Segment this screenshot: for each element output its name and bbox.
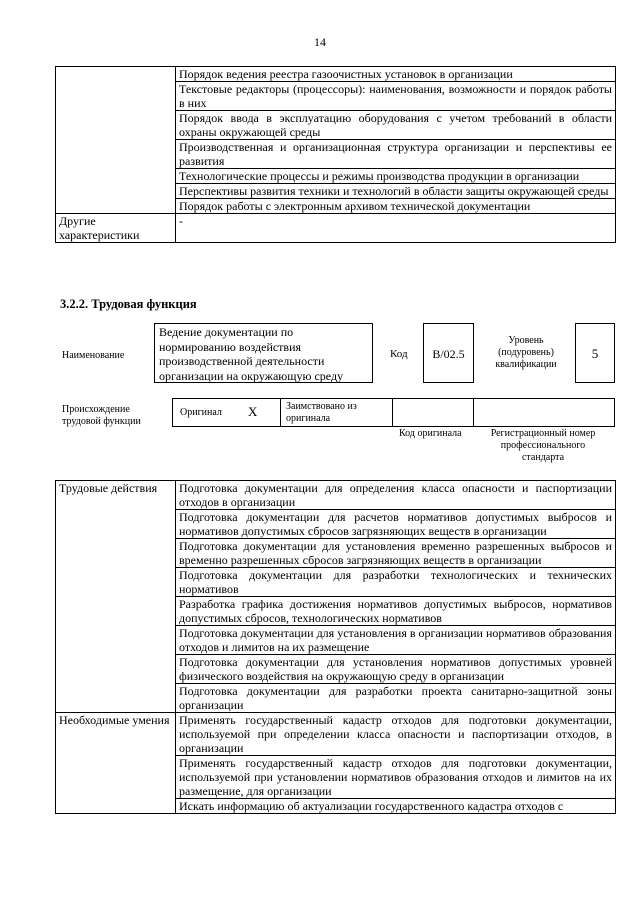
level-box <box>575 323 615 383</box>
code-value: B/02.5 <box>432 347 465 361</box>
origin-label: Происхождение трудовой функции <box>62 404 141 427</box>
action-item: Подготовка документации для разработки технологических и технических нормативов <box>176 568 616 597</box>
table-row <box>56 67 616 82</box>
borrowed-label: Заимствовано из оригинала <box>286 401 357 424</box>
code-label: Код <box>390 348 408 360</box>
action-item: Подготовка документации для установления нормативов допустимых уровней физического воздействия на окружающую среду в организации <box>176 655 616 684</box>
skill-item: Искать информацию об актуализации государственного кадастра отходов с <box>176 799 616 814</box>
reg-number-box <box>473 398 615 427</box>
reg-number-label: Регистрационный номер профессионального стандарта <box>490 428 596 463</box>
skills-label: Необходимые умения <box>56 713 176 814</box>
functions-table <box>55 480 616 814</box>
action-item: Подготовка документации для определения класса опасности и паспортизации отходов в организации <box>176 481 616 510</box>
action-item: Подготовка документации для расчетов нормативов допустимых выбросов и нормативов допустимых сбросов загрязняющих веществ в организации <box>176 510 616 539</box>
knowledge-item: Текстовые редакторы (процессоры): наименования, возможности и порядок работы в них <box>176 82 616 111</box>
skill-item: Применять государственный кадастр отходов для подготовки документации, используемой при установлении нормативов образования отходов и лимитов на их размещение, для организации <box>176 756 616 799</box>
action-item: Подготовка документации для разработки проекта санитарно-защитной зоны организации <box>176 684 616 713</box>
knowledge-item: Перспективы развития техники и технологий в области защиты окружающей среды <box>176 184 616 199</box>
knowledge-item: Порядок ведения реестра газоочистных установок в организации <box>176 67 616 82</box>
function-name-value: Ведение документации по нормированию воздействия производственной деятельности организации на окружающую среду <box>159 325 344 383</box>
original-label: Оригинал <box>180 407 222 418</box>
action-item: Подготовка документации для установления временно разрешенных выбросов и временно разрешенных сбросов загрязняющих веществ в организации <box>176 539 616 568</box>
actions-label: Трудовые действия <box>56 481 176 713</box>
other-value: - <box>176 214 616 243</box>
code-box <box>423 323 474 383</box>
code-original-label: Код оригинала <box>399 428 462 439</box>
page-number: 14 <box>314 35 326 49</box>
knowledge-item: Технологические процессы и режимы производства продукции в организации <box>176 169 616 184</box>
knowledge-item: Производственная и организационная структура организации и перспективы ее развития <box>176 140 616 169</box>
function-name-box <box>154 323 373 383</box>
original-mark: X <box>248 404 258 419</box>
knowledge-table <box>55 66 616 243</box>
borrowed-box <box>280 398 393 427</box>
code-original-box <box>392 398 474 427</box>
action-item: Разработка графика достижения нормативов допустимых выбросов, нормативов допустимых сбросов, технологических нормативов <box>176 597 616 626</box>
section-title: 3.2.2. Трудовая функция <box>60 297 197 311</box>
original-box <box>172 398 281 427</box>
name-label: Наименование <box>62 350 125 361</box>
action-item: Подготовка документации для установления в организации нормативов образования отходов и лимитов на их размещение <box>176 626 616 655</box>
table-row <box>56 713 616 756</box>
other-label: Другие характеристики <box>56 214 176 243</box>
table-row <box>56 214 616 243</box>
knowledge-label-cell <box>56 67 176 214</box>
skill-item: Применять государственный кадастр отходов для подготовки документации, используемой при определении класса опасности и паспортизации отходов, в организации <box>176 713 616 756</box>
knowledge-item: Порядок ввода в эксплуатацию оборудования с учетом требований в области охраны окружающей среды <box>176 111 616 140</box>
knowledge-item: Порядок работы с электронным архивом технической документации <box>176 199 616 214</box>
table-row <box>56 481 616 510</box>
level-label: Уровень (подуровень) квалификации <box>495 335 557 370</box>
level-value: 5 <box>591 346 599 361</box>
